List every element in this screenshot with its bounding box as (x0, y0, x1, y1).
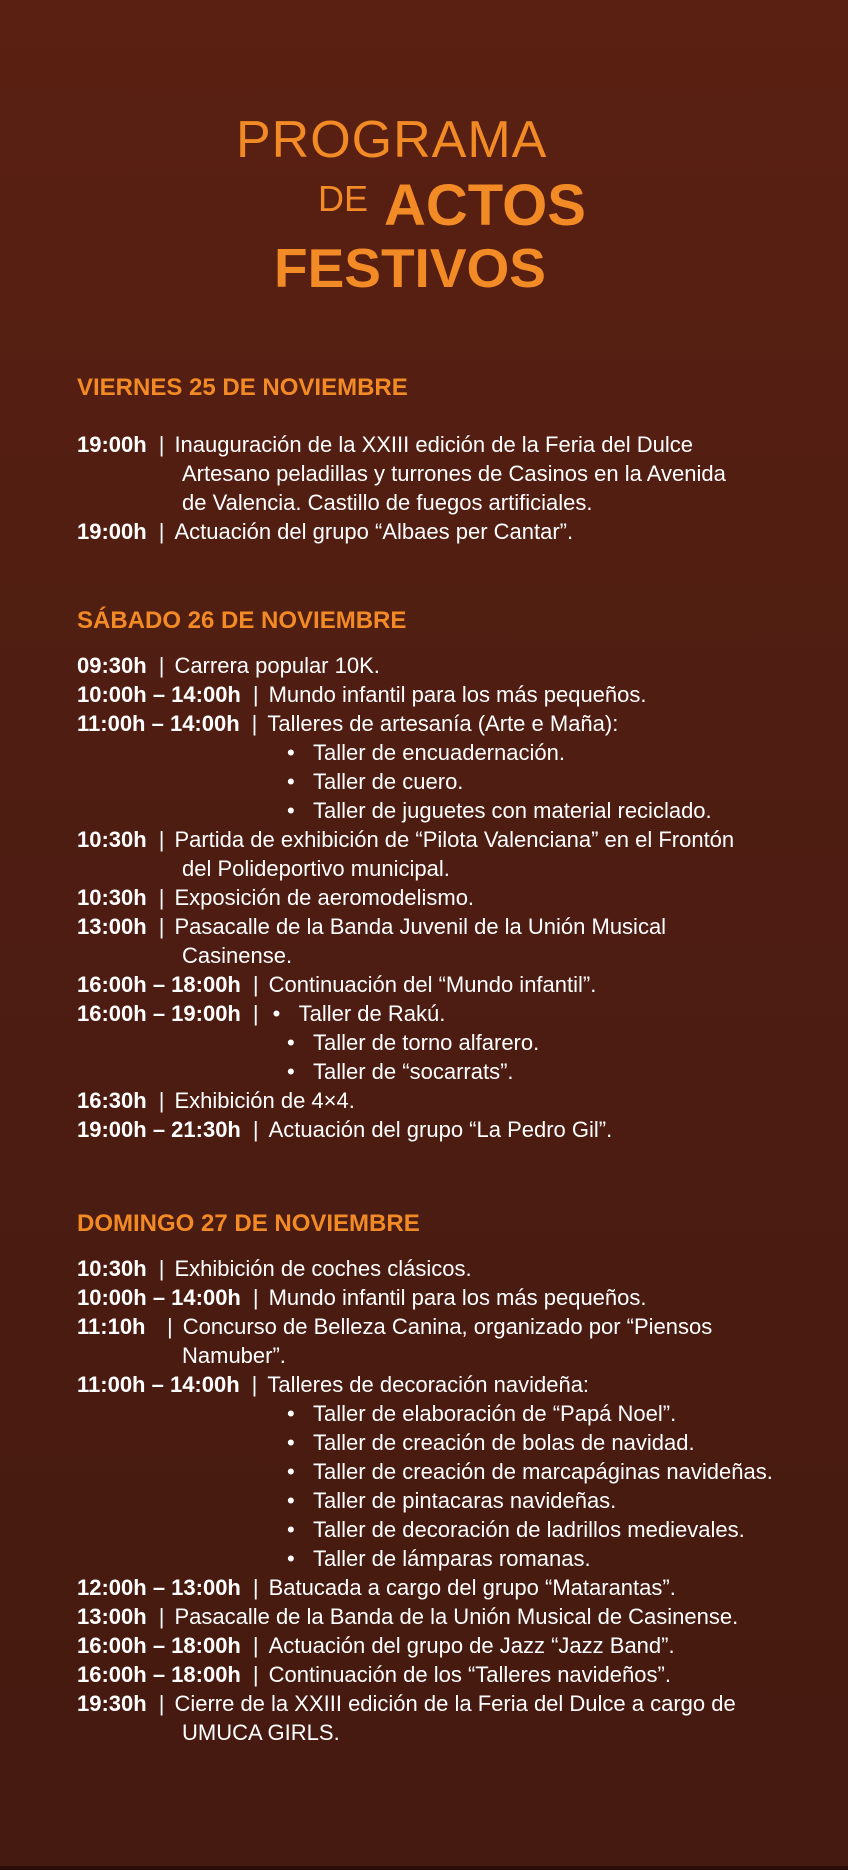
workshop-item (77, 1399, 817, 1428)
event-description: Exposición de aeromodelismo. (174, 885, 475, 910)
event-description: Exhibición de coches clásicos. (174, 1256, 472, 1281)
separator: | (158, 653, 165, 678)
workshop-item (77, 1544, 817, 1573)
workshop-item (77, 738, 817, 767)
event-row (77, 1370, 817, 1399)
day-heading: DOMINGO 27 DE NOVIEMBRE (77, 1210, 420, 1237)
event-row (77, 1631, 817, 1660)
separator: | (158, 1088, 165, 1113)
event-description: Actuación del grupo de Jazz “Jazz Band”. (268, 1633, 675, 1658)
separator: | (252, 972, 259, 997)
separator: | (252, 1285, 259, 1310)
event-row (77, 517, 817, 546)
workshop-item (77, 1515, 817, 1544)
event-time: 10:30h (77, 827, 147, 852)
event-row (77, 1115, 817, 1144)
bullet-point: • (287, 1488, 295, 1513)
title-word-actos: ACTOS (384, 173, 586, 238)
title-line-festivos: FESTIVOS (274, 237, 546, 299)
day-section-domingo (77, 1210, 817, 1747)
event-row (77, 1312, 817, 1341)
day-heading: VIERNES 25 DE NOVIEMBRE (77, 374, 408, 401)
bullet-point: • (287, 1459, 295, 1484)
event-description: Inauguración de la XXIII edición de la Feria del Dulce (174, 432, 693, 457)
separator: | (158, 1256, 165, 1281)
event-continuation: Casinense. (182, 943, 293, 968)
event-continuation: UMUCA GIRLS. (182, 1720, 340, 1745)
day-section-sabado (77, 607, 817, 1144)
workshop-label: Taller de pintacaras navideñas. (313, 1488, 617, 1513)
event-continuation: de Valencia. Castillo de fuegos artificiales. (182, 490, 593, 515)
workshop-label: Taller de juguetes con material reciclado. (313, 798, 712, 823)
event-time: 11:10h (77, 1314, 146, 1339)
event-row (77, 1573, 817, 1602)
event-description: Carrera popular 10K. (174, 653, 380, 678)
event-row (77, 1660, 817, 1689)
bottom-border (0, 1866, 848, 1870)
event-description: Mundo infantil para los más pequeños. (268, 682, 647, 707)
event-row (77, 709, 817, 738)
separator: | (252, 1575, 259, 1600)
event-row (77, 1254, 817, 1283)
workshop-item (77, 1428, 817, 1457)
bullet-point: • (287, 740, 295, 765)
workshop-item (77, 796, 817, 825)
bullet-point: • (287, 1059, 295, 1084)
workshop-label: Taller de creación de bolas de navidad. (313, 1430, 695, 1455)
separator: | (158, 519, 165, 544)
separator: | (251, 711, 258, 736)
event-time: 11:00h – 14:00h (77, 711, 240, 736)
event-continuation: Namuber”. (182, 1343, 286, 1368)
separator: | (158, 1691, 165, 1716)
day-heading: SÁBADO 26 DE NOVIEMBRE (77, 607, 407, 634)
workshop-label: Taller de torno alfarero. (313, 1030, 540, 1055)
event-row (77, 1602, 817, 1631)
event-time: 19:00h – 21:30h (77, 1117, 241, 1142)
event-description: Cierre de la XXIII edición de la Feria del Dulce a cargo de (174, 1691, 736, 1716)
separator: | (167, 1314, 173, 1339)
bullet-point: • (287, 1546, 295, 1571)
event-time: 16:00h – 18:00h (77, 972, 241, 997)
workshop-label: Taller de cuero. (313, 769, 464, 794)
separator: | (158, 885, 165, 910)
event-time: 10:00h – 14:00h (77, 682, 241, 707)
workshop-label: Taller de “socarrats”. (313, 1059, 514, 1084)
workshop-label: Taller de decoración de ladrillos medievales. (313, 1517, 745, 1542)
event-time: 16:00h – 18:00h (77, 1633, 241, 1658)
workshop-item (77, 1057, 817, 1086)
event-description: Talleres de artesanía (Arte e Maña): (267, 711, 619, 736)
bullet-point: • (287, 798, 295, 823)
event-row (77, 883, 817, 912)
day-section-viernes (77, 374, 817, 546)
event-description: Mundo infantil para los más pequeños. (268, 1285, 647, 1310)
event-row (77, 430, 817, 459)
event-time: 10:00h – 14:00h (77, 1285, 241, 1310)
event-time: 19:00h (77, 432, 147, 457)
event-time: 13:00h (77, 914, 147, 939)
event-time: 16:30h (77, 1088, 147, 1113)
event-description (269, 999, 446, 1028)
event-row (77, 970, 817, 999)
workshop-item (77, 1457, 817, 1486)
separator: | (158, 432, 165, 457)
event-time: 10:30h (77, 885, 147, 910)
event-row (77, 1086, 817, 1115)
event-time: 09:30h (77, 653, 147, 678)
event-time: 11:00h – 14:00h (77, 1372, 240, 1397)
separator: | (158, 914, 165, 939)
separator: | (252, 1633, 259, 1658)
event-description: Talleres de decoración navideña: (267, 1372, 590, 1397)
bullet-point: • (272, 1001, 281, 1026)
event-row (77, 1689, 817, 1718)
workshop-item (77, 767, 817, 796)
separator: | (252, 1662, 259, 1687)
event-description: Continuación de los “Talleres navideños”. (268, 1662, 671, 1687)
bullet-point: • (287, 769, 295, 794)
event-description: Concurso de Belleza Canina, organizado por “Piensos (182, 1314, 713, 1339)
event-description: Batucada a cargo del grupo “Matarantas”. (268, 1575, 676, 1600)
event-row (77, 680, 817, 709)
event-description: Partida de exhibición de “Pilota Valenciana” en el Frontón (174, 827, 735, 852)
event-time: 16:00h – 18:00h (77, 1662, 241, 1687)
event-row (77, 825, 817, 854)
separator: | (252, 682, 259, 707)
event-time: 16:00h – 19:00h (77, 1001, 241, 1026)
bullet-point: • (287, 1401, 295, 1426)
event-description: Continuación del “Mundo infantil”. (268, 972, 597, 997)
event-description: Pasacalle de la Banda Juvenil de la Unión Musical (174, 914, 667, 939)
bullet-point: • (287, 1030, 295, 1055)
program-title (0, 110, 848, 300)
workshop-item (77, 1486, 817, 1515)
bullet-point: • (287, 1517, 295, 1542)
separator: | (252, 1001, 259, 1026)
separator: | (252, 1117, 259, 1142)
workshop-label: Taller de encuadernación. (313, 740, 565, 765)
event-description: Pasacalle de la Banda de la Unión Musical de Casinense. (174, 1604, 739, 1629)
event-description: Exhibición de 4×4. (174, 1088, 355, 1113)
workshop-label: Taller de lámparas romanas. (313, 1546, 591, 1571)
event-continuation: Artesano peladillas y turrones de Casinos en la Avenida (182, 461, 726, 486)
separator: | (158, 827, 165, 852)
event-time: 12:00h – 13:00h (77, 1575, 241, 1600)
title-line-programa: PROGRAMA (236, 111, 548, 169)
event-time: 19:30h (77, 1691, 147, 1716)
separator: | (158, 1604, 165, 1629)
workshop-label: Taller de creación de marcapáginas navideñas. (313, 1459, 773, 1484)
event-row (77, 999, 817, 1028)
event-time: 13:00h (77, 1604, 147, 1629)
bullet-point: • (287, 1430, 295, 1455)
event-time: 19:00h (77, 519, 147, 544)
event-description: Actuación del grupo “La Pedro Gil”. (268, 1117, 613, 1142)
event-continuation: del Polideportivo municipal. (182, 856, 450, 881)
workshop-label: Taller de Rakú. (298, 1001, 446, 1026)
workshop-label: Taller de elaboración de “Papá Noel”. (313, 1401, 677, 1426)
event-time: 10:30h (77, 1256, 147, 1281)
title-word-de: DE (318, 178, 369, 219)
event-description: Actuación del grupo “Albaes per Cantar”. (174, 519, 574, 544)
separator: | (251, 1372, 258, 1397)
event-row (77, 651, 817, 680)
workshop-item (77, 1028, 817, 1057)
event-row (77, 912, 817, 941)
event-row (77, 1283, 817, 1312)
